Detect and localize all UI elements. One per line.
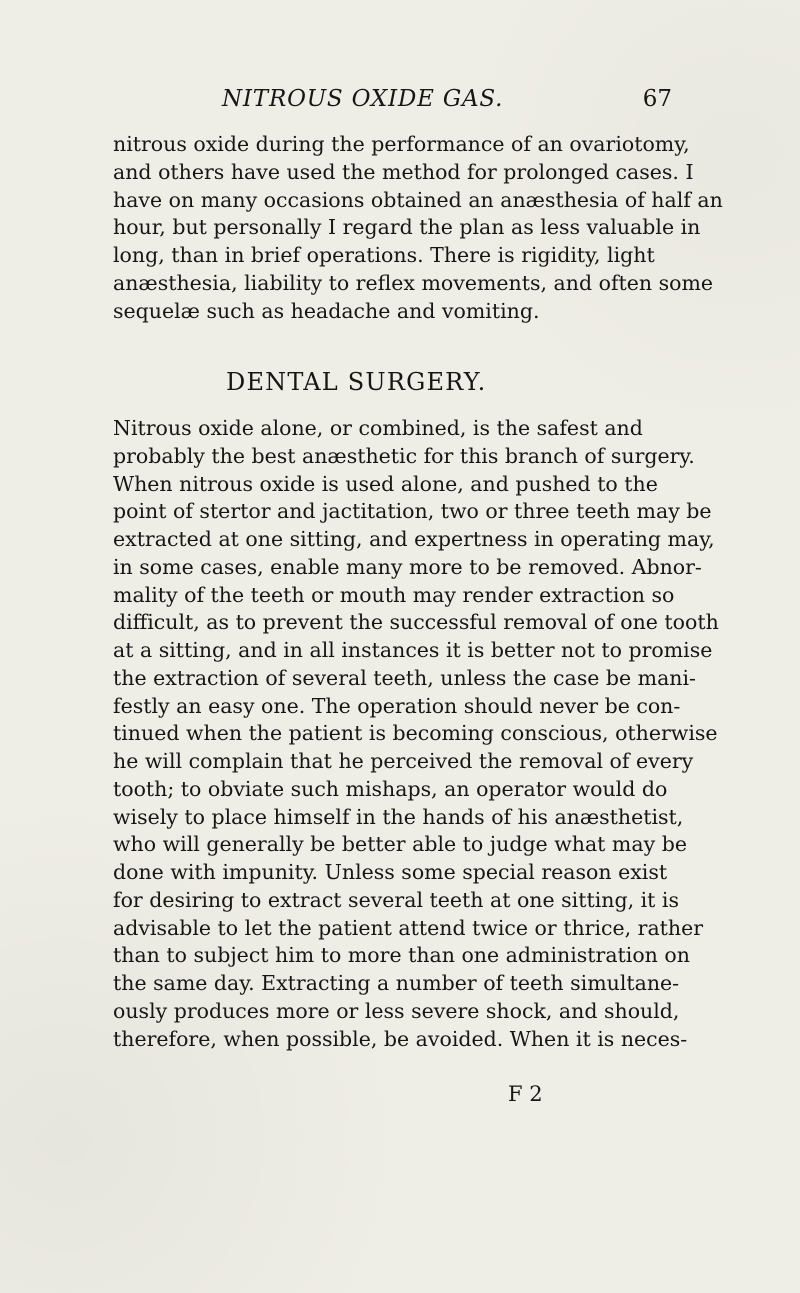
- signature-mark: F 2: [508, 1082, 543, 1106]
- paragraph-line: he will complain that he perceived the removal of every: [113, 749, 694, 773]
- paragraph-line: the same day. Extracting a number of teeth simultane-: [113, 971, 680, 995]
- paragraph-line: tinued when the patient is becoming conscious, otherwise: [113, 721, 718, 746]
- paragraph-line: at a sitting, and in all instances it is better not to promise: [113, 638, 713, 662]
- paragraph-line: long, than in brief operations. There is rigidity, light: [113, 243, 655, 267]
- paragraph-line: point of stertor and jactitation, two or three teeth may be: [113, 499, 712, 524]
- page-header: [0, 85, 800, 119]
- paragraph-line: extracted at one sitting, and expertness in operating may,: [113, 527, 715, 551]
- paragraph-line: tooth; to obviate such mishaps, an operator would do: [113, 776, 668, 801]
- paragraph-dental-surgery: [113, 415, 719, 1053]
- paragraph-line: mality of the teeth or mouth may render extraction so: [113, 582, 675, 607]
- paragraph-line: have on many occasions obtained an anæsthesia of half an: [113, 187, 723, 212]
- paragraph-line: difficult, as to prevent the successful removal of one tooth: [113, 610, 719, 635]
- paragraph-line: When nitrous oxide is used alone, and pushed to the: [113, 471, 658, 496]
- paragraph-line: wisely to place himself in the hands of his anæsthetist,: [113, 804, 684, 829]
- running-head: NITROUS OXIDE GAS.: [222, 86, 504, 112]
- paragraph-line: ously produces more or less severe shock, and should,: [113, 998, 680, 1023]
- paragraph-line: hour, but personally I regard the plan as less valuable in: [113, 215, 701, 240]
- paragraph-line: the extraction of several teeth, unless the case be mani-: [113, 665, 696, 690]
- paragraph-line: advisable to let the patient attend twice or thrice, rather: [113, 915, 704, 940]
- paragraph-line: sequelæ such as headache and vomiting.: [113, 298, 540, 323]
- page-number: 67: [642, 86, 672, 112]
- paragraph-line: festly an easy one. The operation should never be con-: [113, 693, 681, 718]
- paragraph-line: nitrous oxide during the performance of an ovariotomy,: [113, 132, 690, 156]
- paragraph-line: than to subject him to more than one administration on: [113, 943, 690, 968]
- section-heading-dental-surgery: DENTAL SURGERY.: [226, 368, 487, 396]
- paragraph-line: anæsthesia, liability to reflex movements, and often some: [113, 270, 714, 295]
- paragraph-line: and others have used the method for prolonged cases. I: [113, 159, 694, 184]
- paragraph-line: in some cases, enable many more to be removed. Abnor-: [113, 554, 702, 579]
- paragraph-line: for desiring to extract several teeth at one sitting, it is: [113, 887, 680, 912]
- paragraph-line: therefore, when possible, be avoided. When it is neces-: [113, 1026, 688, 1051]
- paragraph-line: probably the best anæsthetic for this branch of surgery.: [113, 443, 695, 468]
- paragraph-line: done with impunity. Unless some special reason exist: [113, 860, 668, 884]
- paragraph-ovariotomy: [113, 131, 723, 325]
- paragraph-line: Nitrous oxide alone, or combined, is the safest and: [113, 416, 643, 440]
- paragraph-line: who will generally be better able to judge what may be: [113, 832, 687, 857]
